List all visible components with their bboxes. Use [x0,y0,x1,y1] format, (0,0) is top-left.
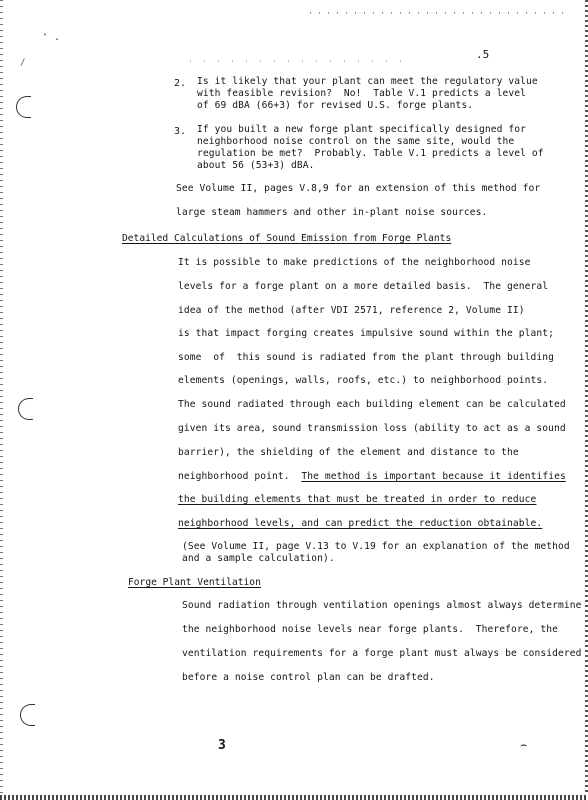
margin-mark-top-left: ' . [42,32,61,43]
paragraph-line: Sound radiation through ventilation openings almost always determine [182,600,582,611]
paragraph-line: large steam hammers and other in-plant noise sources. [176,207,488,218]
binder-hole-middle [18,398,33,420]
emphasized-text: The method is important because it identifies [301,471,566,482]
paragraph-line: idea of the method (after VDI 2571, reference 2, Volume II) [178,305,525,316]
list-item-number: 2. [174,78,187,89]
scan-edge-bottom [0,795,588,800]
binder-hole-bottom [20,704,35,726]
note-line: (See Volume II, page V.13 to V.19 for an explanation of the method [182,541,570,552]
scan-noise-mid [190,60,410,62]
plain-text: neighborhood point. [178,471,302,482]
margin-mark-bottom-right: ⌢ [520,738,528,751]
list-item-line: regulation be met? Probably. Table V.1 predicts a level of [197,148,544,159]
section-heading: Detailed Calculations of Sound Emission from Forge Plants [122,233,452,244]
paragraph-line: ventilation requirements for a forge plant must always be considered [182,648,582,659]
list-item-number: 3. [174,126,187,137]
paragraph-line: elements (openings, walls, roofs, etc.) to neighborhood points. [178,375,549,386]
list-item-line: If you built a new forge plant specifically designed for [197,124,527,135]
paragraph-line: See Volume II, pages V.8,9 for an extension of this method for [176,183,541,194]
paragraph-line [178,471,566,483]
paragraph-line: It is possible to make predictions of the neighborhood noise [178,257,531,268]
section-heading: Forge Plant Ventilation [128,577,261,588]
paragraph-line: the neighborhood noise levels near forge plants. Therefore, the [182,624,559,635]
paragraph-line: some of this sound is radiated from the plant through building [178,352,555,363]
paragraph-line: given its area, sound transmission loss (ability to act as a sound [178,423,566,434]
paragraph-line: levels for a forge plant on a more detailed basis. The general [178,281,549,292]
list-item-line: with feasible revision? No! Table V.1 predicts a level [197,88,527,99]
list-item-line: of 69 dBA (66+3) for revised U.S. forge plants. [197,100,474,111]
scan-edge-left [0,0,3,800]
margin-mark-bottom: 3 [218,738,226,753]
emphasized-line: the building elements that must be treated in order to reduce [178,494,537,505]
emphasized-line: neighborhood levels, and can predict the reduction obtainable. [178,518,543,529]
paragraph-line: barrier), the shielding of the element and distance to the [178,447,519,458]
list-item-line: about 56 (53+3) dBA. [197,160,315,171]
paragraph-line: is that impact forging creates impulsive sound within the plant; [178,328,555,339]
note-line: and a sample calculation). [182,553,335,564]
paragraph-line: The sound radiated through each building element can be calculated [178,399,566,410]
list-item-line: Is it likely that your plant can meet the regulatory value [197,76,538,87]
binder-hole-top [16,96,31,118]
scan-noise-top [310,12,570,14]
list-item-line: neighborhood noise control on the same site, would the [197,136,515,147]
margin-mark-left: / [20,58,26,68]
paragraph-line: before a noise control plan can be drafted. [182,672,435,683]
page-number: .5 [476,48,490,61]
